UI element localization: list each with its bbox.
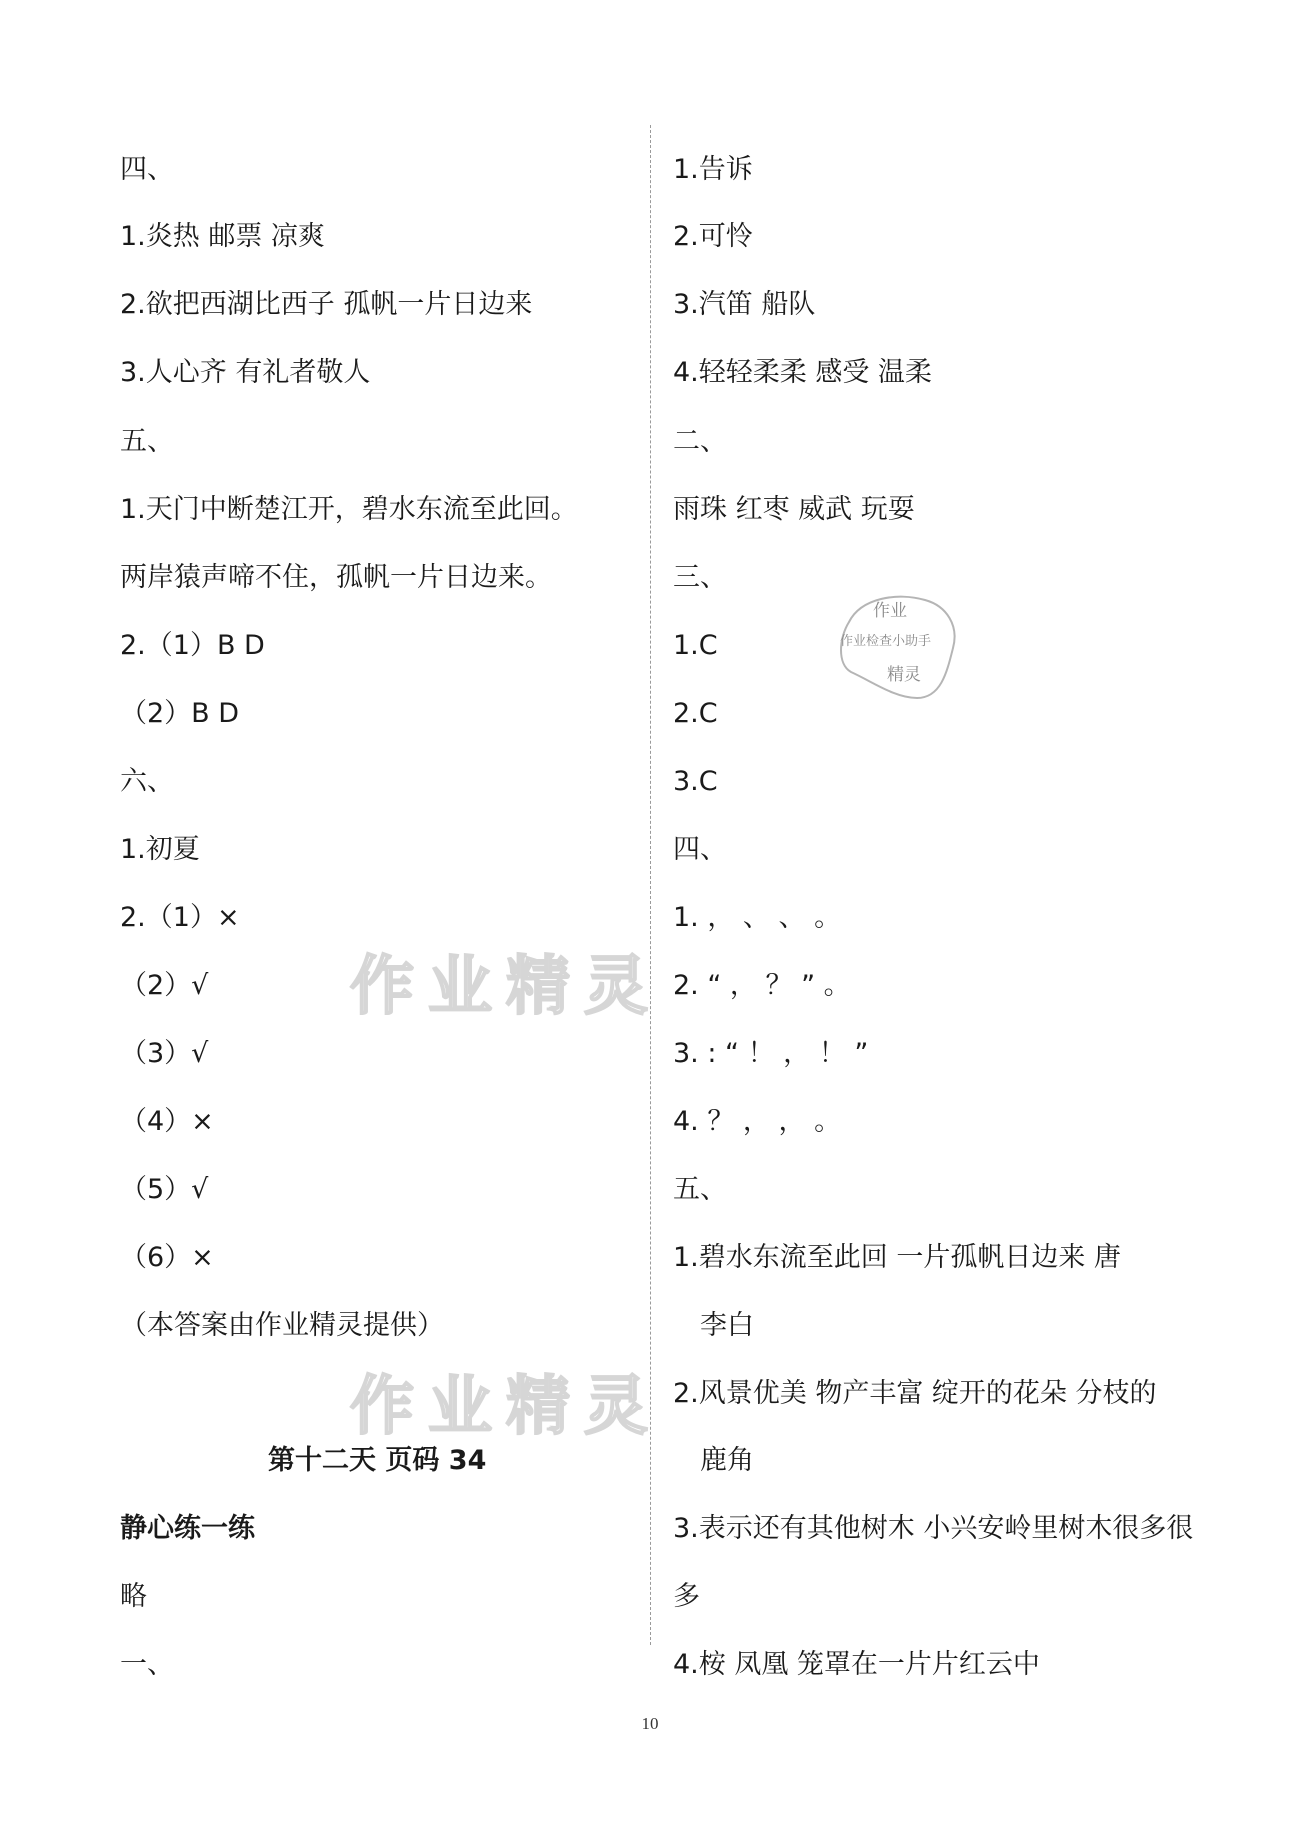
- answer-line: 1.初夏: [120, 834, 200, 865]
- stamp-text-bottom: 精灵: [887, 665, 921, 685]
- answer-line: 3.人心齐 有礼者敬人: [120, 357, 371, 388]
- answer-line: 1.炎热 邮票 凉爽: [120, 221, 325, 252]
- answer-line: 1.天门中断楚江开，碧水东流至此回。: [120, 494, 578, 525]
- answer-line: 鹿角: [700, 1445, 754, 1476]
- answer-line: 2. “ ， ？ ” 。: [673, 970, 851, 1001]
- answer-line: 4. ？ ， ， 。: [673, 1106, 842, 1137]
- answer-line: 2.风景优美 物产丰富 绽开的花朵 分枝的: [673, 1378, 1157, 1409]
- answer-line: 多: [673, 1581, 700, 1612]
- answer-line: 两岸猿声啼不住，孤帆一片日边来。: [120, 562, 552, 593]
- answer-line: 2.（1）×: [120, 902, 240, 933]
- day-heading: 第十二天 页码 34: [268, 1445, 487, 1476]
- answer-line: 1.告诉: [673, 154, 753, 185]
- watermark: 作业精灵: [350, 1370, 662, 1444]
- section-heading-3: 三、: [673, 562, 727, 593]
- section-heading-1: 一、: [120, 1649, 174, 1680]
- section-heading-5: 五、: [120, 426, 174, 457]
- section-heading-practice: 静心练一练: [120, 1513, 255, 1544]
- answer-line: 2.（1）B D: [120, 630, 265, 661]
- answer-line: 1.C: [673, 630, 718, 661]
- answer-line: 略: [120, 1581, 147, 1612]
- answer-line: （2）B D: [120, 698, 240, 729]
- answer-line: 3.汽笛 船队: [673, 289, 816, 320]
- section-heading-6: 六、: [120, 766, 174, 797]
- answer-line: 3.C: [673, 766, 718, 797]
- answer-line: 3.表示还有其他树木 小兴安岭里树木很多很: [673, 1513, 1194, 1544]
- answer-line: 1. ， 、 、 。: [673, 902, 842, 933]
- credit-note: （本答案由作业精灵提供）: [120, 1310, 444, 1341]
- answer-line: 1.碧水东流至此回 一片孤帆日边来 唐: [673, 1242, 1121, 1273]
- section-heading-4: 四、: [673, 834, 727, 865]
- stamp-text-middle: 作业检查小助手: [840, 634, 932, 649]
- stamp-logo: [835, 590, 960, 702]
- answer-line: （5）√: [120, 1174, 209, 1205]
- answer-line: 雨珠 红枣 威武 玩耍: [673, 494, 915, 525]
- page-number: 10: [641, 1714, 659, 1733]
- answer-line: 4.轻轻柔柔 感受 温柔: [673, 357, 932, 388]
- answer-line: 4.桉 凤凰 笼罩在一片片红云中: [673, 1649, 1040, 1680]
- section-heading-5: 五、: [673, 1174, 727, 1205]
- answer-line: （4）×: [120, 1106, 214, 1137]
- answer-line: 李白: [700, 1310, 754, 1341]
- answer-line: （3）√: [120, 1038, 209, 1069]
- watermark: 作业精灵: [350, 950, 662, 1024]
- answer-line: 2.欲把西湖比西子 孤帆一片日边来: [120, 289, 533, 320]
- stamp-text-top: 作业: [873, 601, 907, 621]
- section-heading-4: 四、: [120, 154, 174, 185]
- answer-line: 2.可怜: [673, 221, 753, 252]
- section-heading-2: 二、: [673, 426, 727, 457]
- answer-line: （2）√: [120, 970, 209, 1001]
- answer-line: 3. : “ ！ ， ！ ”: [673, 1038, 869, 1069]
- answer-line: （6）×: [120, 1242, 214, 1273]
- answer-line: 2.C: [673, 698, 718, 729]
